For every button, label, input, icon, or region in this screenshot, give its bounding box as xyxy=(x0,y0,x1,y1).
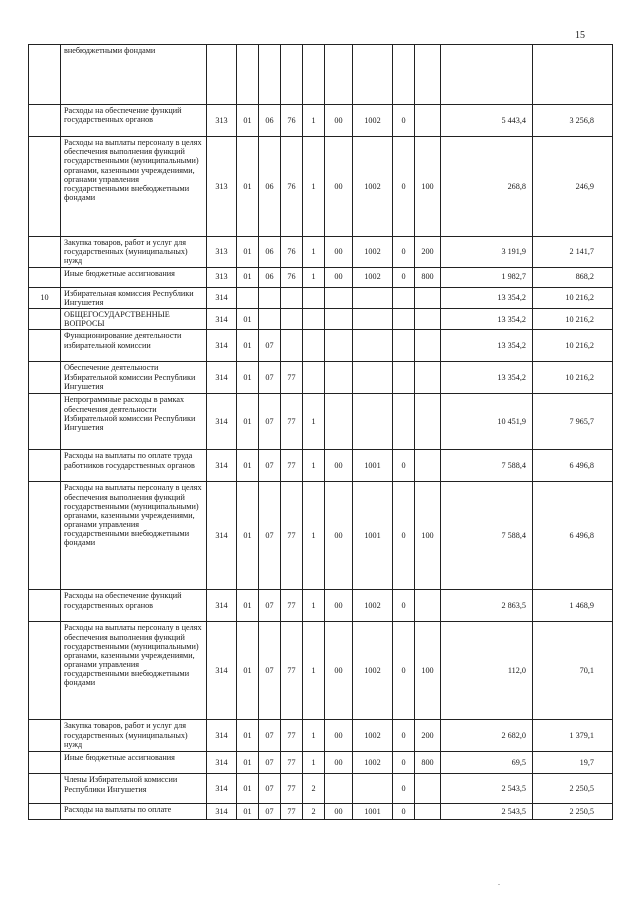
code-subprogram: 1 xyxy=(303,482,325,590)
code-direction: 1002 xyxy=(353,137,393,237)
amount-planned: 112,0 xyxy=(441,622,533,720)
code-subsection: 07 xyxy=(259,362,281,394)
amount-planned xyxy=(441,45,533,105)
code-subprogram: 1 xyxy=(303,105,325,137)
code-admin: 314 xyxy=(207,330,237,362)
code-event: 00 xyxy=(325,267,353,287)
code-program xyxy=(281,45,303,105)
row-name: Иные бюджетные ассигнования xyxy=(61,752,207,774)
code-sub-direction: 0 xyxy=(393,622,415,720)
code-sub-direction xyxy=(393,362,415,394)
amount-planned: 2 543,5 xyxy=(441,804,533,820)
row-name: внебюджетными фондами xyxy=(61,45,207,105)
code-sub-direction: 0 xyxy=(393,804,415,820)
code-admin: 314 xyxy=(207,308,237,329)
amount-executed: 6 496,8 xyxy=(533,482,613,590)
table-row xyxy=(29,308,613,329)
table-row xyxy=(29,804,613,820)
code-direction xyxy=(353,362,393,394)
code-program: 77 xyxy=(281,804,303,820)
code-admin xyxy=(207,45,237,105)
amount-executed: 246,9 xyxy=(533,137,613,237)
row-name: Члены Избирательной комиссии Республики Ингушетия xyxy=(61,774,207,804)
code-expense-type xyxy=(415,308,441,329)
row-number xyxy=(29,774,61,804)
code-event: 00 xyxy=(325,752,353,774)
amount-executed: 19,7 xyxy=(533,752,613,774)
code-program: 77 xyxy=(281,720,303,752)
code-event: 00 xyxy=(325,137,353,237)
code-direction xyxy=(353,45,393,105)
code-subprogram xyxy=(303,287,325,308)
code-subprogram xyxy=(303,330,325,362)
table-row xyxy=(29,720,613,752)
code-expense-type: 100 xyxy=(415,622,441,720)
code-section: 01 xyxy=(237,804,259,820)
code-subprogram xyxy=(303,308,325,329)
amount-executed: 10 216,2 xyxy=(533,287,613,308)
row-number xyxy=(29,308,61,329)
table-row xyxy=(29,774,613,804)
code-section: 01 xyxy=(237,482,259,590)
table-row xyxy=(29,752,613,774)
code-subsection: 07 xyxy=(259,752,281,774)
row-name: ОБЩЕГОСУДАРСТВЕННЫЕ ВОПРОСЫ xyxy=(61,308,207,329)
code-expense-type xyxy=(415,394,441,450)
code-event xyxy=(325,45,353,105)
row-number xyxy=(29,45,61,105)
table-row xyxy=(29,287,613,308)
code-program xyxy=(281,308,303,329)
row-number xyxy=(29,105,61,137)
amount-planned: 2 543,5 xyxy=(441,774,533,804)
code-admin: 314 xyxy=(207,287,237,308)
code-program: 76 xyxy=(281,267,303,287)
amount-planned: 7 588,4 xyxy=(441,450,533,482)
code-expense-type xyxy=(415,590,441,622)
code-expense-type xyxy=(415,774,441,804)
code-section xyxy=(237,287,259,308)
code-expense-type: 200 xyxy=(415,237,441,268)
code-section: 01 xyxy=(237,720,259,752)
code-direction: 1002 xyxy=(353,267,393,287)
amount-executed: 2 141,7 xyxy=(533,237,613,268)
table-row xyxy=(29,482,613,590)
code-sub-direction: 0 xyxy=(393,774,415,804)
row-number xyxy=(29,330,61,362)
row-name: Функционирование деятельности избирательной комиссии xyxy=(61,330,207,362)
code-section: 01 xyxy=(237,450,259,482)
code-sub-direction: 0 xyxy=(393,590,415,622)
code-expense-type xyxy=(415,804,441,820)
row-name: Закупка товаров, работ и услуг для государственных (муниципальных) нужд xyxy=(61,720,207,752)
code-section xyxy=(237,45,259,105)
code-program: 76 xyxy=(281,237,303,268)
code-sub-direction: 0 xyxy=(393,720,415,752)
row-name: Иные бюджетные ассигнования xyxy=(61,267,207,287)
row-name: Расходы на выплаты персоналу в целях обеспечения выполнения функций государственными (муниципальными) органами, казенными учреждениями, органами управления государственными внебюджетными фондами xyxy=(61,622,207,720)
code-sub-direction xyxy=(393,394,415,450)
row-number xyxy=(29,137,61,237)
code-sub-direction xyxy=(393,308,415,329)
row-number xyxy=(29,394,61,450)
code-section: 01 xyxy=(237,752,259,774)
code-subprogram: 1 xyxy=(303,237,325,268)
amount-executed: 2 250,5 xyxy=(533,774,613,804)
code-direction: 1001 xyxy=(353,482,393,590)
code-subprogram: 1 xyxy=(303,590,325,622)
amount-executed: 2 250,5 xyxy=(533,804,613,820)
code-subsection: 06 xyxy=(259,137,281,237)
table-row xyxy=(29,394,613,450)
code-section: 01 xyxy=(237,105,259,137)
code-subprogram: 2 xyxy=(303,774,325,804)
row-number xyxy=(29,450,61,482)
code-subprogram: 2 xyxy=(303,804,325,820)
code-sub-direction: 0 xyxy=(393,237,415,268)
row-name: Расходы на выплаты персоналу в целях обеспечения выполнения функций государственными (муниципальными) органами, казенными учреждениями, органами управления государственными внебюджетными фондами xyxy=(61,482,207,590)
table-row xyxy=(29,267,613,287)
amount-executed: 7 965,7 xyxy=(533,394,613,450)
code-expense-type: 100 xyxy=(415,482,441,590)
code-event: 00 xyxy=(325,105,353,137)
code-subsection: 07 xyxy=(259,482,281,590)
code-admin: 314 xyxy=(207,450,237,482)
row-name: Расходы на обеспечение функций государственных органов xyxy=(61,105,207,137)
code-event: 00 xyxy=(325,622,353,720)
code-direction: 1002 xyxy=(353,752,393,774)
code-admin: 314 xyxy=(207,720,237,752)
amount-planned: 5 443,4 xyxy=(441,105,533,137)
code-admin: 314 xyxy=(207,482,237,590)
amount-executed xyxy=(533,45,613,105)
code-subsection: 06 xyxy=(259,105,281,137)
code-subprogram: 1 xyxy=(303,752,325,774)
code-subprogram: 1 xyxy=(303,720,325,752)
row-number: 10 xyxy=(29,287,61,308)
code-expense-type xyxy=(415,45,441,105)
page-number: 15 xyxy=(575,30,585,41)
code-direction: 1002 xyxy=(353,622,393,720)
code-event: 00 xyxy=(325,720,353,752)
code-subsection: 07 xyxy=(259,450,281,482)
code-event: 00 xyxy=(325,482,353,590)
code-event: 00 xyxy=(325,804,353,820)
amount-planned: 10 451,9 xyxy=(441,394,533,450)
code-program: 77 xyxy=(281,362,303,394)
amount-planned: 2 863,5 xyxy=(441,590,533,622)
row-number xyxy=(29,482,61,590)
code-direction: 1002 xyxy=(353,720,393,752)
code-subprogram: 1 xyxy=(303,137,325,237)
code-expense-type: 800 xyxy=(415,752,441,774)
code-program: 77 xyxy=(281,482,303,590)
row-name: Расходы на выплаты по оплате xyxy=(61,804,207,820)
code-direction: 1001 xyxy=(353,450,393,482)
table-row xyxy=(29,330,613,362)
code-admin: 314 xyxy=(207,774,237,804)
code-admin: 314 xyxy=(207,590,237,622)
amount-executed: 10 216,2 xyxy=(533,330,613,362)
row-number xyxy=(29,362,61,394)
code-subsection xyxy=(259,308,281,329)
table-row xyxy=(29,45,613,105)
code-subsection: 07 xyxy=(259,720,281,752)
amount-planned: 1 982,7 xyxy=(441,267,533,287)
code-program: 77 xyxy=(281,450,303,482)
code-subsection: 06 xyxy=(259,237,281,268)
code-expense-type xyxy=(415,450,441,482)
amount-executed: 10 216,2 xyxy=(533,308,613,329)
code-subsection: 07 xyxy=(259,330,281,362)
code-subsection: 06 xyxy=(259,267,281,287)
code-program: 77 xyxy=(281,752,303,774)
code-program: 76 xyxy=(281,137,303,237)
code-expense-type xyxy=(415,287,441,308)
code-section: 01 xyxy=(237,622,259,720)
code-subsection: 07 xyxy=(259,804,281,820)
code-expense-type: 800 xyxy=(415,267,441,287)
code-expense-type xyxy=(415,330,441,362)
code-subsection: 07 xyxy=(259,590,281,622)
code-expense-type: 200 xyxy=(415,720,441,752)
code-event: 00 xyxy=(325,237,353,268)
amount-planned: 268,8 xyxy=(441,137,533,237)
amount-planned: 13 354,2 xyxy=(441,330,533,362)
code-event xyxy=(325,308,353,329)
code-section: 01 xyxy=(237,308,259,329)
code-direction xyxy=(353,287,393,308)
code-program xyxy=(281,287,303,308)
code-direction: 1002 xyxy=(353,590,393,622)
code-section: 01 xyxy=(237,362,259,394)
amount-executed: 1 468,9 xyxy=(533,590,613,622)
table-row xyxy=(29,105,613,137)
code-subsection xyxy=(259,287,281,308)
code-direction xyxy=(353,330,393,362)
row-number xyxy=(29,752,61,774)
code-sub-direction: 0 xyxy=(393,482,415,590)
row-number xyxy=(29,237,61,268)
code-admin: 313 xyxy=(207,267,237,287)
code-admin: 314 xyxy=(207,752,237,774)
code-direction: 1002 xyxy=(353,105,393,137)
code-admin: 314 xyxy=(207,804,237,820)
code-event xyxy=(325,774,353,804)
code-program: 77 xyxy=(281,774,303,804)
amount-executed: 868,2 xyxy=(533,267,613,287)
code-sub-direction: 0 xyxy=(393,450,415,482)
row-name: Расходы на выплаты персоналу в целях обеспечения выполнения функций государственными (муниципальными) органами, казенными учреждениями, органами управления государственными внебюджетными фондами xyxy=(61,137,207,237)
code-event: 00 xyxy=(325,450,353,482)
code-event: 00 xyxy=(325,590,353,622)
row-number xyxy=(29,804,61,820)
amount-planned: 13 354,2 xyxy=(441,362,533,394)
code-sub-direction: 0 xyxy=(393,752,415,774)
row-name: Расходы на обеспечение функций государственных органов xyxy=(61,590,207,622)
code-section: 01 xyxy=(237,237,259,268)
code-subprogram: 1 xyxy=(303,394,325,450)
code-program: 77 xyxy=(281,394,303,450)
code-program: 76 xyxy=(281,105,303,137)
code-event xyxy=(325,362,353,394)
row-name: Расходы на выплаты по оплате труда работников государственных органов xyxy=(61,450,207,482)
code-sub-direction xyxy=(393,45,415,105)
code-subsection: 07 xyxy=(259,622,281,720)
code-expense-type xyxy=(415,362,441,394)
amount-executed: 1 379,1 xyxy=(533,720,613,752)
code-subsection: 07 xyxy=(259,394,281,450)
code-event xyxy=(325,330,353,362)
code-sub-direction: 0 xyxy=(393,105,415,137)
row-name: Закупка товаров, работ и услуг для государственных (муниципальных) нужд xyxy=(61,237,207,268)
code-direction: 1002 xyxy=(353,237,393,268)
code-section: 01 xyxy=(237,394,259,450)
row-name: Непрограммные расходы в рамках обеспечения деятельности Избирательной комиссии Республики Ингушетия xyxy=(61,394,207,450)
code-subprogram xyxy=(303,362,325,394)
code-direction: 1001 xyxy=(353,804,393,820)
table-row xyxy=(29,590,613,622)
code-admin: 314 xyxy=(207,394,237,450)
code-program xyxy=(281,330,303,362)
amount-planned: 2 682,0 xyxy=(441,720,533,752)
amount-planned: 13 354,2 xyxy=(441,287,533,308)
table-row xyxy=(29,450,613,482)
code-subprogram xyxy=(303,45,325,105)
code-expense-type: 100 xyxy=(415,137,441,237)
table-row xyxy=(29,237,613,268)
code-event xyxy=(325,287,353,308)
code-section: 01 xyxy=(237,267,259,287)
code-section: 01 xyxy=(237,774,259,804)
amount-executed: 3 256,8 xyxy=(533,105,613,137)
table-row xyxy=(29,137,613,237)
code-subprogram: 1 xyxy=(303,622,325,720)
table-row xyxy=(29,622,613,720)
code-sub-direction: 0 xyxy=(393,267,415,287)
row-name: Избирательная комиссия Республики Ингушетия xyxy=(61,287,207,308)
row-number xyxy=(29,267,61,287)
table-row xyxy=(29,362,613,394)
code-direction xyxy=(353,394,393,450)
amount-executed: 10 216,2 xyxy=(533,362,613,394)
row-number xyxy=(29,590,61,622)
code-sub-direction: 0 xyxy=(393,137,415,237)
amount-planned: 13 354,2 xyxy=(441,308,533,329)
budget-table xyxy=(28,44,613,820)
code-direction xyxy=(353,308,393,329)
code-section: 01 xyxy=(237,137,259,237)
amount-planned: 69,5 xyxy=(441,752,533,774)
code-program: 77 xyxy=(281,590,303,622)
code-subsection: 07 xyxy=(259,774,281,804)
code-admin: 313 xyxy=(207,137,237,237)
code-sub-direction xyxy=(393,330,415,362)
code-program: 77 xyxy=(281,622,303,720)
code-event xyxy=(325,394,353,450)
amount-planned: 7 588,4 xyxy=(441,482,533,590)
code-expense-type xyxy=(415,105,441,137)
row-name: Обеспечение деятельности Избирательной комиссии Республики Ингушетия xyxy=(61,362,207,394)
code-section: 01 xyxy=(237,330,259,362)
row-number xyxy=(29,720,61,752)
code-subsection xyxy=(259,45,281,105)
code-subprogram: 1 xyxy=(303,450,325,482)
footer-mark: . xyxy=(498,878,500,887)
amount-planned: 3 191,9 xyxy=(441,237,533,268)
code-admin: 314 xyxy=(207,622,237,720)
code-admin: 313 xyxy=(207,237,237,268)
code-section: 01 xyxy=(237,590,259,622)
row-number xyxy=(29,622,61,720)
code-admin: 314 xyxy=(207,362,237,394)
code-direction xyxy=(353,774,393,804)
code-subprogram: 1 xyxy=(303,267,325,287)
amount-executed: 70,1 xyxy=(533,622,613,720)
amount-executed: 6 496,8 xyxy=(533,450,613,482)
code-sub-direction xyxy=(393,287,415,308)
code-admin: 313 xyxy=(207,105,237,137)
